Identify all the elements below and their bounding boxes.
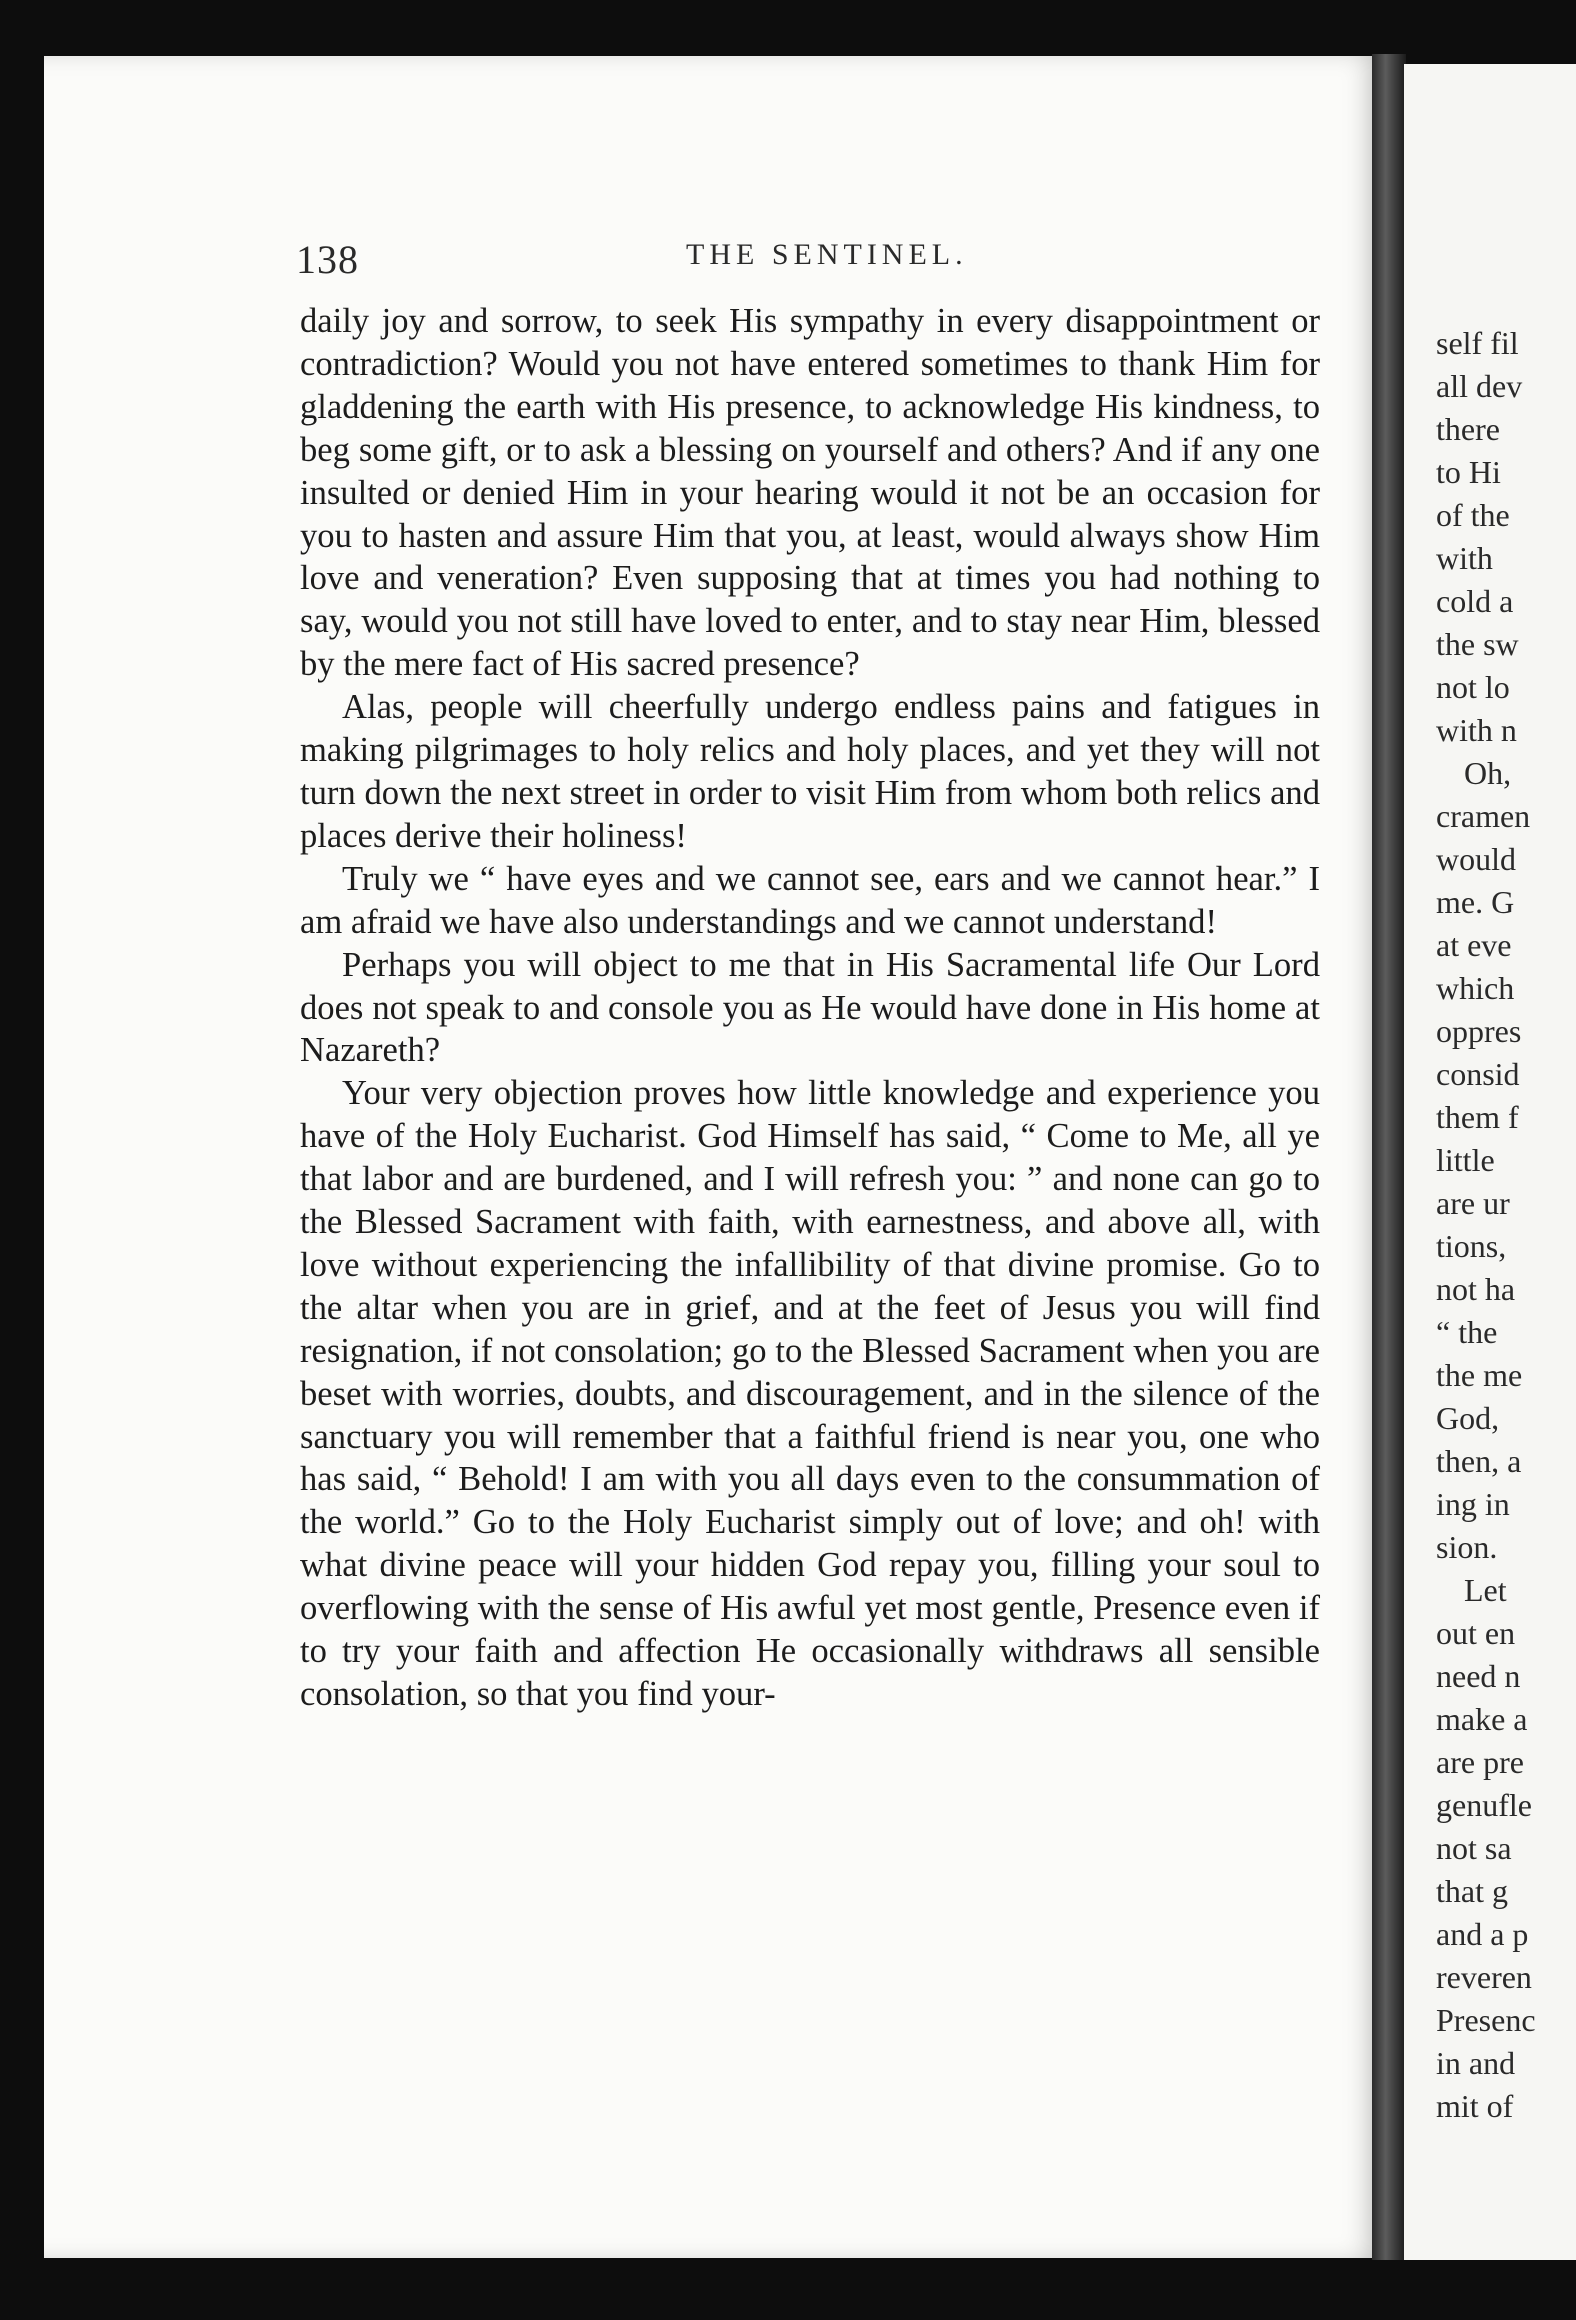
text-line: God, xyxy=(1436,1400,1500,1436)
text-line: little xyxy=(1436,1142,1495,1178)
running-head xyxy=(296,236,1316,286)
text-line: with xyxy=(1436,540,1493,576)
running-title: THE SENTINEL. xyxy=(686,238,968,271)
text-line: sion. xyxy=(1436,1529,1498,1565)
text-line: and a p xyxy=(1436,1916,1529,1952)
text-line: all dev xyxy=(1436,368,1523,404)
text-line: are ur xyxy=(1436,1185,1510,1221)
text-line: the sw xyxy=(1436,626,1519,662)
paragraph: Truly we “ have eyes and we cannot see, ears and we cannot hear.” I am afraid we have also understandings and we cannot understand! xyxy=(300,859,1320,941)
text-line: “ the xyxy=(1436,1314,1498,1350)
text-line: would xyxy=(1436,841,1516,877)
text-line: cold a xyxy=(1436,583,1514,619)
right-page-text xyxy=(1436,322,1576,2128)
text-line: with n xyxy=(1436,712,1517,748)
text-line: consid xyxy=(1436,1056,1520,1092)
text-line: Let xyxy=(1464,1572,1507,1608)
paragraph: Your very objection proves how little knowledge and experience you have of the Holy Eucharist. God Himself has said, “ Come to Me, all ye that labor and are burdened, and I will refresh you: ” and none can go to the Blessed Sacrament with faith, with earnestness, and above all, with love without experiencing the infallibility of that divine promise. Go to the altar when you are in grief, and at the feet of Jesus you will find resignation, if not consolation; go to the Blessed Sacrament when you are beset with worries, doubts, and discouragement, and in the silence of the sanctuary you will remember that a faithful friend is near you, one who has said, “ Behold! I am with you all days even to the consummation of the world.” Go to the Holy Eucharist simply out of love; and oh! with what divine peace will your hidden God repay you, filling your soul to overflowing with the sense of His awful yet most gentle, Presence even if to try your faith and affection He occasionally withdraws all sensible consolation, so that you find your- xyxy=(300,1074,1320,1713)
text-line: that g xyxy=(1436,1873,1508,1909)
main-text xyxy=(300,300,1320,1716)
text-line: are pre xyxy=(1436,1744,1524,1780)
text-line: oppres xyxy=(1436,1013,1522,1049)
text-line: to Hi xyxy=(1436,454,1501,490)
paragraph: Alas, people will cheerfully undergo endless pains and fatigues in making pilgrimages to holy relics and holy places, and yet they will not turn down the next street in order to visit Him from whom both relics and places derive their holiness! xyxy=(300,688,1320,855)
text-line: me. G xyxy=(1436,884,1515,920)
text-line: not lo xyxy=(1436,669,1510,705)
text-line: ing in xyxy=(1436,1486,1510,1522)
paragraph: daily joy and sorrow, to seek His sympathy in every disappointment or contradiction? Would you not have entered sometimes to thank Him for gladdening the earth with His presence, to acknowledge His kindness, to beg some gift, or to ask a blessing on yourself and others? And if any one insulted or denied Him in your hearing would it not be an occasion for you to hasten and assure Him that you, at least, would always show Him love and veneration? Even supposing that at times you had nothing to say, would you not still have loved to enter, and to stay near Him, blessed by the mere fact of His sacred presence? xyxy=(300,302,1320,684)
text-line: of the xyxy=(1436,497,1510,533)
text-line: them f xyxy=(1436,1099,1519,1135)
text-line: at eve xyxy=(1436,927,1512,963)
text-line: cramen xyxy=(1436,798,1531,834)
text-line: not ha xyxy=(1436,1271,1516,1307)
text-line: self fil xyxy=(1436,325,1519,361)
text-line: then, a xyxy=(1436,1443,1522,1479)
paragraph: Perhaps you will object to me that in His Sacramental life Our Lord does not speak to and console you as He would have done in His home at Nazareth? xyxy=(300,945,1320,1070)
right-page xyxy=(1404,64,1576,2260)
text-line: mit of xyxy=(1436,2088,1514,2124)
text-line: the me xyxy=(1436,1357,1523,1393)
text-line: Oh, xyxy=(1464,755,1512,791)
text-line: which xyxy=(1436,970,1515,1006)
text-line: reveren xyxy=(1436,1959,1532,1995)
text-line: not sa xyxy=(1436,1830,1512,1866)
text-line: Presenc xyxy=(1436,2002,1536,2038)
text-line: tions, xyxy=(1436,1228,1507,1264)
text-line: there xyxy=(1436,411,1500,447)
text-line: genufle xyxy=(1436,1787,1532,1823)
text-line: out en xyxy=(1436,1615,1516,1651)
page-number: 138 xyxy=(296,237,359,282)
text-line: in and xyxy=(1436,2045,1516,2081)
book-gutter xyxy=(1372,54,1406,2260)
text-line: make a xyxy=(1436,1701,1528,1737)
text-line: need n xyxy=(1436,1658,1521,1694)
